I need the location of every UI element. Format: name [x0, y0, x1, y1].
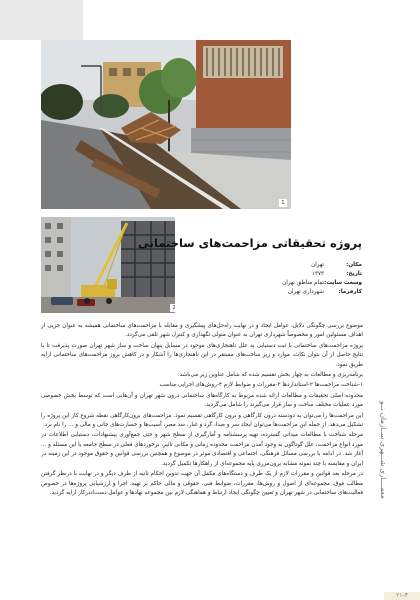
meta-label: تاریخ:	[346, 271, 362, 277]
photo-number-1: 1	[279, 199, 287, 207]
paragraph: پروژه مزاحمت‌های ساختمانی با ثبت دستیابی به علل ناهنجاری‌های موجود در مسایل پنهان ساخت و ساز شهر تهران صورت پذیرفت تا با نتایج حاصل از آن بتوان نکات، موارد و زیر ساخت‌های مستقر در این ناهنجاری‌ها را آشکار و در کاهش بروز مزاحمت‌های ساختمانی ارایه طریق نمود.	[41, 342, 363, 368]
project-meta	[212, 261, 362, 297]
paragraph: مرحله شناخت با مطالعات میدانی گسترده، تهیه پرسشنامه و آمارگیری از سطح شهر و حتی جمع‌آوری پیشنهادات، دستیابی اطلاعات در مورد انواع مزاحمت، علل گوناگون به وجود آمدن مزاحمت محدوده زمانی و مکانی تاثیر، برخوردهای فعلی در سطح جامعه با این مسئله و ... آغاز شد. در ادامه با بررسی مسائل فرهنگی، اجتماعی و اقتصادی موثر در موضوع و همچنین بررسی قوانین و حقوق موجود در این زمینه در ایران و مقایسه با چند نمونه مشابه برون‌مرزی پایه مجموعه‌ای از راهکارها تکمیل گردید.	[41, 432, 363, 467]
meta-value: تهران	[311, 262, 324, 268]
meta-value: شهرداری تهران	[287, 289, 324, 295]
paragraph: ۱-شناخت مزاحمت‌ها ۲-استانداردها ۳-مقررات و ضوابط لازم ۴-روش‌های اجرایی مناسب	[159, 382, 363, 389]
article-body	[41, 322, 363, 584]
side-label-text: معمــــاری شـــهری ســازمان نــو	[379, 401, 387, 499]
meta-label: وسعت سایت:	[324, 280, 362, 286]
corner-block	[0, 0, 83, 40]
meta-label: مکان:	[346, 262, 362, 268]
meta-row-date	[212, 270, 362, 279]
paragraph: در مرحله بعد قوانین و مقررات لازم از یک طرف و دستگاه‌های مکمل آن جهت تدوین احکام ثانیه از طرف دیگر و در نهایت با درنظر گرفتن مطالب فوق، مجموعه‌ای از اصول و روش‌ها، مقررات، ضوابط فنی، حقوقی و مالی حاکم بر تهیه، اجرا و ارزشیابی پروژه‌ها در خصوص فعالیت‌های ساختمانی در شهر تهران و تعیین چگونگی ایجاد ارتباط و هماهنگی لازم بین مجموعه نهادها و عوامل دست‌اندرکار ارایه گردید.	[41, 471, 363, 496]
paragraph: محدوده اصلی تحقیقات و مطالعات ارائه شده مربوط به کارگاه‌های ساختمانی درون شهر تهران و آن‌هایی است که توسط بخش خصوصی مورد عملیات مختلف ساخت و ساز قرار می‌گیرند را شامل می‌گردید.	[41, 392, 363, 409]
project-header	[138, 236, 362, 297]
project-title: پروژه تحقیقاتی مزاحمت‌های ساختمانی	[138, 236, 362, 250]
paragraph: این مزاحمت‌ها را می‌توان به دودسته درون کارگاهی و برون کارگاهی تقسیم نمود. مزاحمت‌های برون‌کارگاهی نقطه شروع کار این پروژه را تشکیل می‌دهد. از جمله این مزاحمت‌ها می‌توان ایجاد سر و صدا، گرد و غبار، سد معبر، آسیب‌ها و خسارت‌های جانی و مالی و ... را نام برد.	[41, 412, 363, 429]
meta-value: ۱۳۷۳	[311, 271, 324, 277]
paragraph: موضوع بررسی چگونگی دلایل، عوامل ایجاد و در نهایت راه‌حل‌های پیشگیری و مقابله با مزاحمت‌های ساختمانی همیشه به عنوان جزیی از اهداف مسئولین امور و مخصوصاً شهرداری تهران به عنوان متولی نگهداری و کنترل شهر تلقی می‌گردد.	[41, 323, 363, 339]
paragraph: برنامه‌ریزی و مطالعات به چهار بخش تقسیم شده که شامل عناوین زیر می‌باشد:	[177, 372, 363, 379]
meta-row-client	[212, 288, 362, 297]
meta-label: کارفرما:	[338, 289, 362, 295]
meta-row-site-area	[212, 279, 362, 288]
side-section-label	[372, 330, 394, 570]
photo-number-2: 2	[170, 304, 178, 312]
building-crane-photo	[41, 217, 175, 313]
meta-row-location	[212, 261, 362, 270]
construction-street-photo	[41, 40, 291, 209]
page-number: ۲۱-۴	[384, 592, 420, 600]
meta-value: تمام مناطق تهران	[282, 280, 324, 286]
